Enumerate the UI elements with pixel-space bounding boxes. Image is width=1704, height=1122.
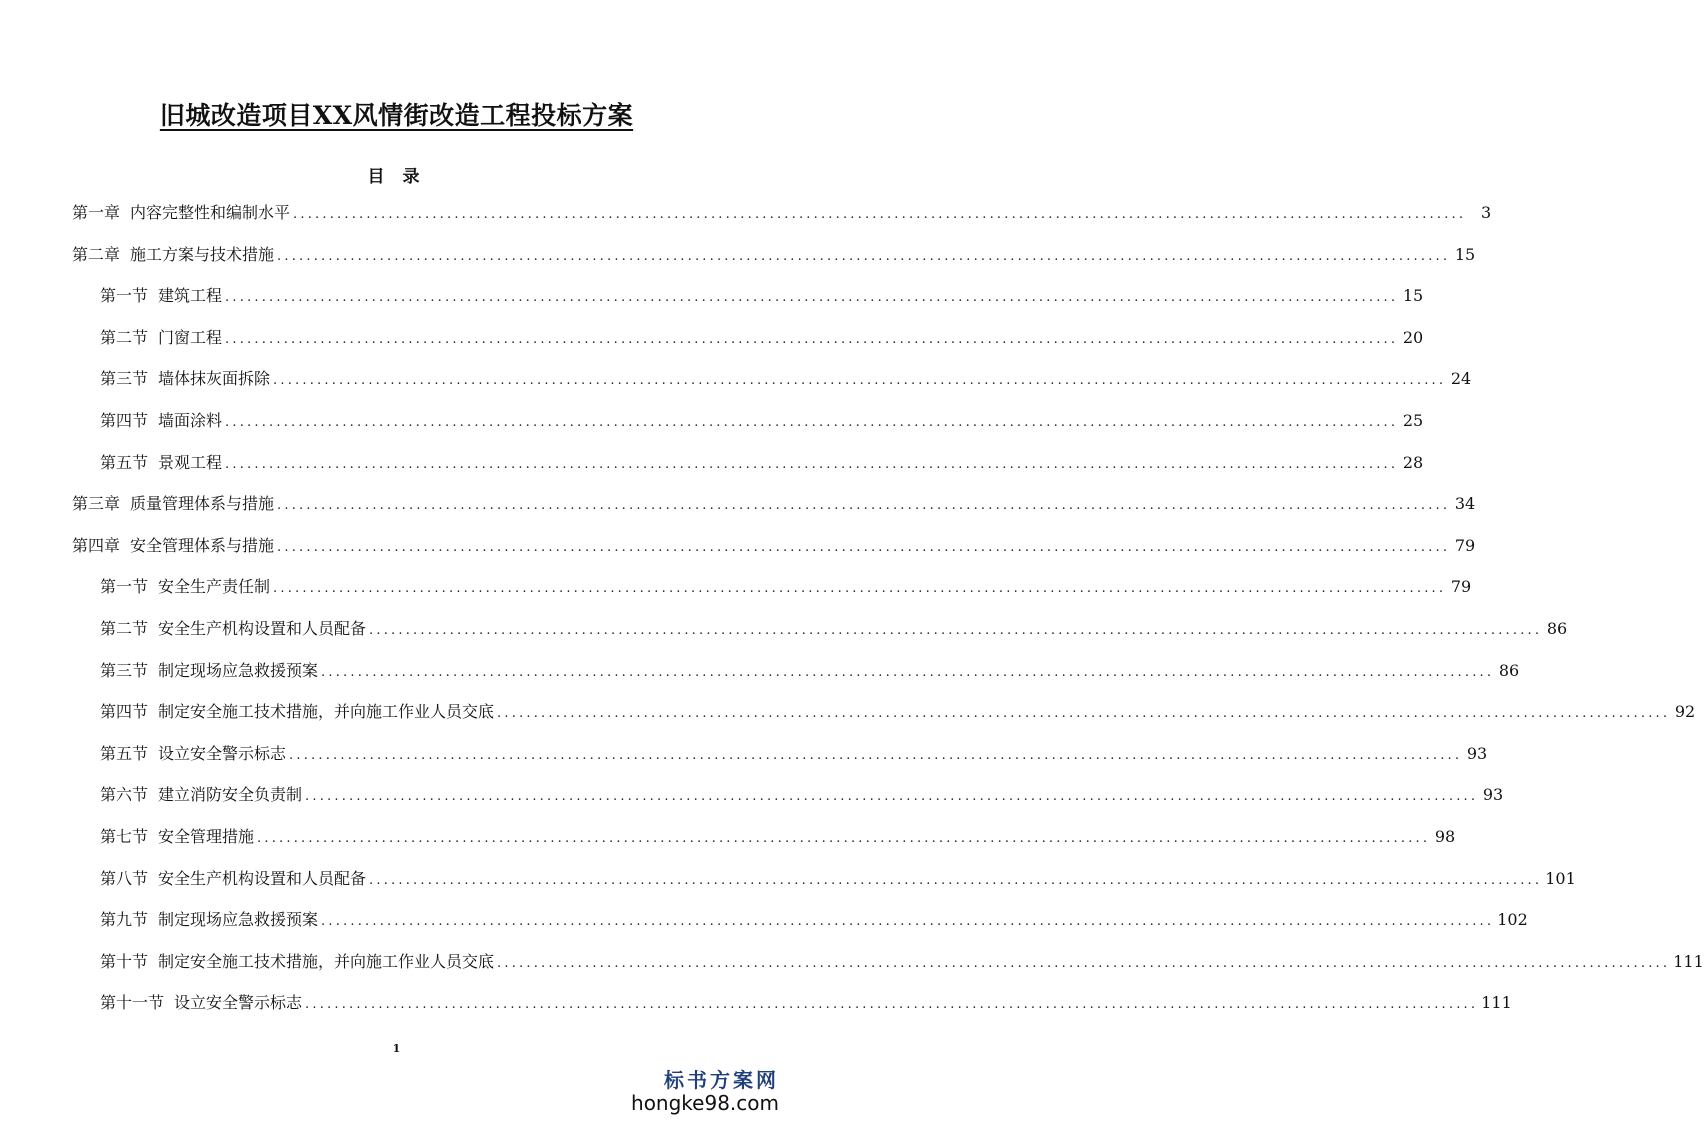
toc-entry-page: 101	[1545, 868, 1576, 888]
toc-entry[interactable]	[100, 989, 1512, 1017]
toc-entry-title: 建筑工程	[158, 286, 223, 306]
toc-entry-title: 制定现场应急救援预案	[158, 910, 319, 930]
toc-entry-number: 第三节	[100, 660, 149, 680]
toc-entry-title: 墙体抹灰面拆除	[158, 369, 271, 389]
toc-entry[interactable]	[100, 698, 1696, 726]
toc-entry[interactable]	[72, 490, 1476, 518]
toc-entry-label	[72, 490, 274, 518]
toc-entry-number: 第九节	[100, 910, 149, 930]
toc-entry-label	[100, 407, 222, 435]
toc-entry-page: 24	[1450, 369, 1472, 389]
toc-entry-title: 制定安全施工技术措施，并向施工作业人员交底	[158, 951, 495, 971]
toc-entry[interactable]	[100, 324, 1424, 352]
toc-entry[interactable]	[100, 948, 1704, 976]
toc-dot-leader: ................................................................................................................................................................	[277, 498, 1451, 514]
toc-entry[interactable]	[72, 532, 1476, 560]
toc-entry-page: 98	[1434, 827, 1456, 846]
toc-entry-page: 93	[1466, 743, 1488, 763]
document-title: 旧城改造项目XX风情街改造工程投标方案	[159, 101, 634, 130]
toc-entry-label	[100, 948, 494, 976]
toc-dot-leader: ................................................................................................................................................................	[225, 331, 1399, 347]
toc-entry-page: 20	[1402, 327, 1424, 347]
toc-entry-page: 28	[1402, 452, 1424, 472]
toc-entry[interactable]	[100, 781, 1504, 809]
toc-entry-page: 86	[1546, 619, 1568, 638]
toc-entry[interactable]	[100, 657, 1520, 685]
toc-dot-leader: ................................................................................................................................................................	[277, 248, 1451, 264]
watermark-url: hongke98.com	[631, 1091, 779, 1115]
toc-entry-number: 第四节	[100, 702, 149, 722]
toc-entry-number: 第十节	[100, 951, 149, 971]
toc-entry-label	[100, 365, 270, 393]
toc-entry-label	[100, 698, 494, 726]
toc-entry[interactable]	[72, 241, 1476, 269]
watermark-site-name: 标书方案网	[664, 1068, 779, 1092]
toc-entry-title: 施工方案与技术措施	[130, 244, 275, 264]
toc-dot-leader: ................................................................................................................................................................	[293, 207, 1467, 222]
toc-entry[interactable]	[100, 865, 1576, 893]
toc-entry-number: 第五节	[100, 452, 149, 472]
toc-dot-leader: ................................................................................................................................................................	[277, 539, 1451, 555]
toc-entry-number: 第三节	[100, 369, 149, 389]
toc-entry-label	[100, 906, 318, 934]
toc-entry-label	[72, 241, 274, 269]
toc-entry-number: 第二节	[100, 327, 149, 347]
toc-entry-title: 建立消防安全负责制	[158, 785, 303, 805]
toc-entry[interactable]	[100, 573, 1472, 601]
toc-entry-title: 制定现场应急救援预案	[158, 660, 319, 680]
toc-entry-number: 第八节	[100, 868, 149, 888]
toc-entry-page: 15	[1402, 286, 1424, 306]
toc-dot-leader: ................................................................................................................................................................	[273, 373, 1447, 389]
toc-dot-leader: ................................................................................................................................................................	[369, 623, 1543, 638]
toc-entry-number: 第十一节	[100, 993, 165, 1013]
toc-entry-number: 第二节	[100, 619, 149, 638]
toc-entry-page: 111	[1481, 993, 1512, 1013]
toc-entry-label	[100, 615, 366, 643]
toc-entry-label	[72, 532, 274, 560]
toc-entry-number: 第三章	[72, 494, 121, 514]
toc-entry-page: 25	[1402, 411, 1424, 430]
toc-dot-leader: ................................................................................................................................................................	[273, 581, 1447, 597]
toc-entry-number: 第七节	[100, 827, 149, 846]
toc-dot-leader: ................................................................................................................................................................	[369, 872, 1543, 888]
toc-entry-label	[100, 657, 318, 685]
toc-entry-label	[72, 199, 290, 227]
toc-entry-number: 第四章	[72, 535, 121, 555]
toc-heading: 目 录	[367, 167, 426, 187]
toc-entry-label	[100, 282, 222, 310]
toc-entry-page: 79	[1450, 577, 1472, 597]
toc-entry-title: 安全生产机构设置和人员配备	[158, 868, 367, 888]
toc-dot-leader: ................................................................................................................................................................	[225, 415, 1399, 430]
toc-dot-leader: ................................................................................................................................................................	[305, 789, 1479, 805]
toc-entry-title: 门窗工程	[158, 327, 223, 347]
toc-dot-leader: ................................................................................................................................................................	[225, 290, 1399, 306]
toc-entry-title: 安全生产责任制	[158, 577, 271, 597]
toc-entry-label	[100, 449, 222, 477]
toc-entry-number: 第四节	[100, 411, 149, 430]
toc-entry[interactable]	[100, 449, 1424, 477]
toc-entry-page: 79	[1454, 535, 1476, 555]
toc-entry[interactable]	[72, 199, 1492, 227]
toc-entry-label	[100, 324, 222, 352]
toc-entry-label	[100, 781, 302, 809]
toc-entry-label	[100, 865, 366, 893]
toc-entry-title: 景观工程	[158, 452, 223, 472]
toc-entry-page: 111	[1673, 951, 1704, 971]
toc-entry-label	[100, 989, 302, 1017]
toc-dot-leader: ................................................................................................................................................................	[225, 456, 1399, 472]
toc-entry-title: 制定安全施工技术措施，并向施工作业人员交底	[158, 702, 495, 722]
toc-dot-leader: ................................................................................................................................................................	[305, 997, 1479, 1013]
toc-dot-leader: ................................................................................................................................................................	[321, 664, 1495, 680]
toc-entry[interactable]	[100, 365, 1472, 393]
toc-entry-number: 第二章	[72, 244, 121, 264]
toc-entry-number: 第一节	[100, 286, 149, 306]
toc-entry-title: 质量管理体系与措施	[130, 494, 275, 514]
toc-entry[interactable]	[100, 740, 1488, 768]
toc-entry-number: 第一章	[72, 203, 121, 222]
toc-dot-leader: ................................................................................................................................................................	[257, 831, 1431, 846]
toc-entry[interactable]	[100, 615, 1568, 643]
toc-entry-page: 92	[1674, 702, 1696, 722]
toc-entry[interactable]	[100, 823, 1456, 851]
toc-entry-page: 102	[1497, 910, 1528, 930]
toc-dot-leader: ................................................................................................................................................................	[497, 706, 1671, 722]
toc-dot-leader: ................................................................................................................................................................	[321, 914, 1495, 930]
toc-entry[interactable]	[100, 407, 1424, 435]
toc-entry-number: 第一节	[100, 577, 149, 597]
toc-entry-label	[100, 823, 254, 851]
toc-entry[interactable]	[100, 282, 1424, 310]
toc-entry-label	[100, 740, 286, 768]
toc-dot-leader: ................................................................................................................................................................	[497, 955, 1671, 971]
toc-entry-label	[100, 573, 270, 601]
toc-entry-title: 设立安全警示标志	[174, 993, 303, 1013]
toc-entry-title: 内容完整性和编制水平	[130, 203, 291, 222]
toc-entry-number: 第五节	[100, 743, 149, 763]
toc-entry-page: 93	[1482, 785, 1504, 805]
toc-entry-title: 安全生产机构设置和人员配备	[158, 619, 367, 638]
toc-entry-number: 第六节	[100, 785, 149, 805]
page-number: 1	[392, 1042, 401, 1055]
toc-entry[interactable]	[100, 906, 1528, 934]
toc-entry-page: 34	[1454, 494, 1476, 514]
toc-entry-page: 3	[1481, 203, 1492, 222]
toc-entry-title: 墙面涂料	[158, 411, 223, 430]
watermark-logo	[629, 1068, 779, 1114]
toc-entry-title: 设立安全警示标志	[158, 743, 287, 763]
toc-entry-title: 安全管理措施	[158, 827, 255, 846]
toc-entry-page: 86	[1498, 660, 1520, 680]
toc-dot-leader: ................................................................................................................................................................	[289, 747, 1463, 763]
toc-entry-title: 安全管理体系与措施	[130, 535, 275, 555]
toc-entry-page: 15	[1454, 244, 1476, 264]
